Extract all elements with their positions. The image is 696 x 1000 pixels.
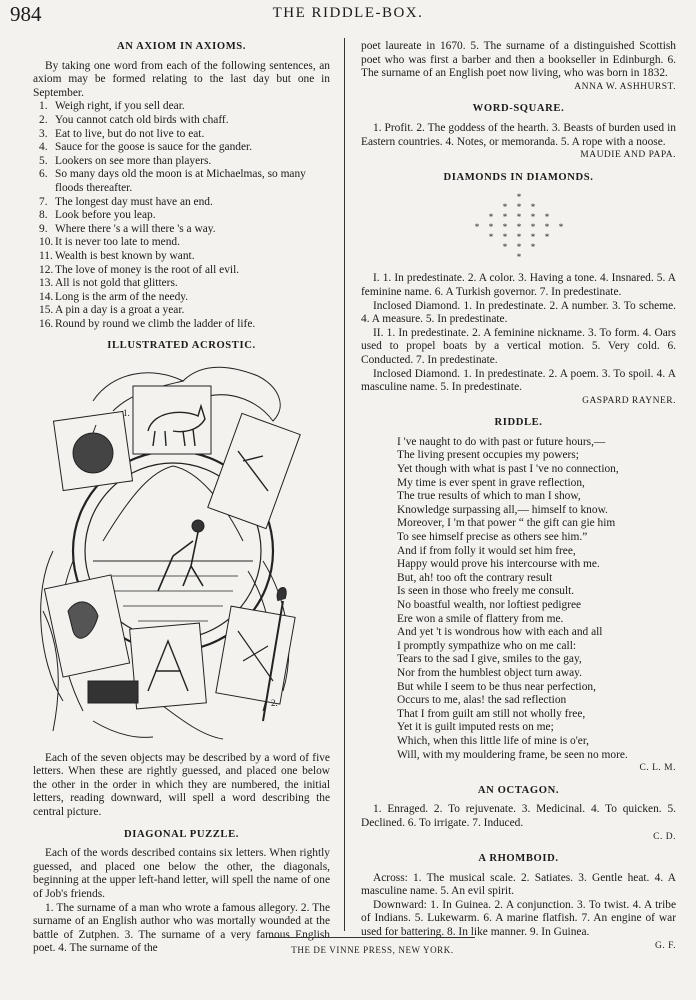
- axiom-item-number: 1.: [39, 100, 48, 113]
- axiom-item: [33, 128, 330, 142]
- diamond-star: *: [502, 212, 507, 223]
- riddle-heading: RIDDLE.: [494, 417, 543, 429]
- diamond-star: *: [502, 232, 507, 243]
- printer-footer: THE DE VINNE PRESS, NEW YORK.: [270, 937, 475, 955]
- diagonal-clues-left: 1. The surname of a man who wrote a famous allegory. 2. The surname of an English author who was mortally wounded at the battle of Zutphen. 3. The surname of a very famous English poet. 4. The surname of the: [33, 901, 330, 955]
- riddle-line: But while I seem to be thus near perfection,: [397, 680, 596, 693]
- octagon-signature: C. D.: [653, 831, 676, 842]
- riddle-poem: [361, 436, 676, 762]
- axiom-item: [33, 155, 330, 169]
- axiom-item-number: 15.: [39, 304, 54, 317]
- riddle-line: I promptly sympathize who on me call:: [397, 639, 577, 652]
- axiom-item: [33, 291, 330, 305]
- riddle-line: The true results of which to man I show,: [397, 490, 581, 503]
- axiom-item: [33, 209, 330, 223]
- diamond-star: *: [516, 222, 521, 233]
- axiom-item: [33, 304, 330, 318]
- riddle-line: I 've naught to do with past or future hours,—: [397, 435, 606, 448]
- diamond-star: *: [502, 242, 507, 253]
- diamond-star: *: [558, 222, 563, 233]
- axiom-item: [33, 250, 330, 264]
- diagonal-heading: DIAGONAL PUZZLE.: [124, 828, 239, 840]
- axiom-item-text: Sauce for the goose is sauce for the gander.: [55, 141, 253, 154]
- axiom-item-number: 16.: [39, 317, 54, 330]
- axiom-item-text: Long is the arm of the needy.: [55, 290, 189, 303]
- riddle-line: And yet 't is wondrous how with each and all: [397, 626, 603, 639]
- diamond-star: *: [488, 222, 493, 233]
- riddle-line: Knowledge surpassing all,— himself to know.: [397, 503, 608, 516]
- riddle-line: Is seen in those who freely me consult.: [397, 585, 575, 598]
- word-square-heading: WORD-SQUARE.: [472, 103, 565, 115]
- axiom-item-number: 8.: [39, 209, 48, 222]
- diamonds-signature: GASPARD RAYNER.: [582, 395, 676, 406]
- right-column: [361, 40, 676, 953]
- riddle-line: Nor from the humblest object turn away.: [397, 666, 582, 679]
- axiom-item-text: Lookers on see more than players.: [55, 154, 212, 167]
- page-number: 984: [10, 2, 42, 26]
- diamond-star: *: [516, 192, 521, 203]
- axiom-item: [33, 100, 330, 114]
- diamond-star: *: [516, 252, 521, 261]
- diamond-star: *: [502, 222, 507, 233]
- riddle-line: Happy would prove his intercourse with me.: [397, 558, 600, 571]
- riddle-line: That I from guilt am still not wholly free,: [397, 707, 586, 720]
- axiom-intro: By taking one word from each of the following sentences, an axiom may be formed relating to the last day but one in September.: [33, 59, 330, 99]
- octagon-text: 1. Enraged. 2. To rejuvenate. 3. Medicinal. 4. To quicken. 5. Declined. 6. To irrigate. 7. Induced.: [361, 803, 676, 829]
- picture-number-2: 2.: [271, 698, 278, 709]
- axiom-item: [33, 318, 330, 332]
- axiom-item-number: 13.: [39, 277, 54, 290]
- diamond-star: *: [544, 232, 549, 243]
- acrostic-illustration: [33, 361, 303, 741]
- axiom-item-text: A pin a day is a groat a year.: [55, 304, 185, 317]
- diamond-clue: Inclosed Diamond. 1. In predestinate. 2. A number. 3. To scheme. 4. A measure. 5. In predestinate.: [361, 299, 676, 326]
- page-header: [10, 2, 686, 32]
- axiom-item: [33, 264, 330, 278]
- axiom-item-text: Round by round we climb the ladder of life.: [55, 317, 256, 330]
- diamond-star: *: [530, 222, 535, 233]
- axiom-item-number: 5.: [39, 154, 48, 167]
- riddle-line: My time is ever spent in grave reflection,: [397, 476, 585, 489]
- riddle-line: Occurs to me, alas! the sad reflection: [397, 694, 567, 707]
- acrostic-text: Each of the seven objects may be described by a word of five letters. When these are rightly guessed, and placed one below the other in the order in which they are numbered, the initial letters, reading downward, will spell a word describing the central picture.: [33, 751, 330, 819]
- riddle-line: Ere won a smile of flattery from me.: [397, 612, 564, 625]
- page-title: THE RIDDLE-BOX.: [272, 5, 424, 21]
- left-column: [33, 40, 330, 956]
- diamond-star: *: [488, 232, 493, 243]
- riddle-line: Will, with my mouldering frame, be seen no more.: [397, 748, 628, 761]
- axiom-item-number: 11.: [39, 249, 53, 262]
- diamond-star: *: [530, 242, 535, 253]
- diagonal-clues-right: poet laureate in 1670. 5. The surname of a distinguished Scottish poet who was first a barber and then a bookseller in Edinburgh. 6. The surname of an English poet now living, who was born in 1832.: [361, 40, 676, 80]
- diagonal-intro: Each of the words described contains six letters. When rightly guessed, and placed one below the other, the diagonals, beginning at the upper left-hand letter, will spell the name of one of Job's friends.: [33, 847, 330, 900]
- axiom-item: [33, 141, 330, 155]
- column-divider: [344, 38, 345, 931]
- diamond-star: *: [516, 232, 521, 243]
- diamond-clue: II. 1. In predestinate. 2. A feminine nickname. 3. To form. 4. Oars used to propel boats by a vertical motion. 5. Very cold. 6. Conducted. 7. In predestinate.: [361, 326, 676, 366]
- diamond-clue: I. 1. In predestinate. 2. A color. 3. Having a tone. 4. Insnared. 5. A feminine name. 6. A Turkish governor. 7. In predestinate.: [361, 272, 676, 298]
- diamond-star: *: [530, 212, 535, 223]
- diamond-figure: [459, 190, 579, 260]
- riddle-line: And if from folly it would set him free,: [397, 544, 576, 557]
- word-square-signature: MAUDIE AND PAPA.: [580, 150, 676, 161]
- diamond-star: *: [544, 212, 549, 223]
- diamond-clue: Inclosed Diamond. 1. In predestinate. 2. A poem. 3. To spoil. 4. A masculine name. 5. In predestinate.: [361, 367, 676, 394]
- axiom-item-number: 12.: [39, 263, 54, 276]
- axiom-item-text: It is never too late to mend.: [55, 236, 180, 249]
- diamond-star: *: [516, 242, 521, 253]
- rhomboid-across: Across: 1. The musical scale. 2. Satiates. 3. Gentle heat. 4. A masculine name. 5. An evil spirit.: [361, 871, 676, 898]
- octagon-heading: AN OCTAGON.: [477, 784, 560, 796]
- rhomboid-heading: A RHOMBOID.: [478, 853, 559, 865]
- axiom-item-text: So many days old the moon is at Michaelmas, so many floods thereafter.: [55, 168, 306, 194]
- axiom-item-number: 9.: [39, 222, 48, 235]
- diagonal-signature: ANNA W. ASHHURST.: [574, 81, 676, 92]
- axiom-item-text: All is not gold that glitters.: [55, 277, 178, 290]
- axiom-item-number: 6.: [39, 168, 48, 181]
- riddle-line: But, ah! too oft the contrary result: [397, 571, 553, 584]
- axiom-heading: AN AXIOM IN AXIOMS.: [116, 41, 247, 52]
- riddle-line: Which, when this little life of mine is o'er,: [397, 734, 590, 747]
- axiom-item-number: 4.: [39, 141, 48, 154]
- axiom-item-text: Eat to live, but do not live to eat.: [55, 127, 205, 140]
- axiom-item: [33, 236, 330, 250]
- riddle-signature: C. L. M.: [639, 763, 676, 774]
- axiom-item: [33, 168, 330, 195]
- diamond-star: *: [544, 222, 549, 233]
- riddle-line: Yet it is guilt imputed rests on me;: [397, 721, 554, 734]
- axiom-item-text: Look before you leap.: [55, 209, 156, 222]
- axiom-item: [33, 196, 330, 210]
- picture-number-1: 1.: [123, 408, 130, 419]
- axiom-item-number: 2.: [39, 113, 48, 126]
- diamond-star: *: [530, 202, 535, 213]
- riddle-line: The living present occupies my powers;: [397, 449, 579, 462]
- diamond-star: *: [530, 232, 535, 243]
- word-square-text: 1. Profit. 2. The goddess of the hearth. 3. Beasts of burden used in Eastern countries. 4. Notes, or memoranda. 5. A rope with a noose.: [361, 121, 676, 148]
- riddle-line: No boastful wealth, nor loftiest pedigree: [397, 599, 582, 611]
- riddle-line: Yet though with what is past I 've no connection,: [397, 463, 619, 476]
- axiom-item: [33, 114, 330, 128]
- axiom-list: [33, 100, 330, 331]
- diamond-star: *: [488, 212, 493, 223]
- axiom-item-text: Wealth is best known by want.: [55, 249, 195, 262]
- diamond-star: *: [516, 202, 521, 213]
- acrostic-heading: ILLUSTRATED ACROSTIC.: [107, 340, 256, 352]
- axiom-item-number: 10.: [39, 236, 54, 249]
- rhomboid-downward: Downward: 1. In Guinea. 2. A conjunction. 3. To twist. 4. A tribe of Indians. 5. Lukewarm. 6. A marine flatfish. 7. An engine of war used for battering. 8. In like manner. 9. In Guinea.: [361, 898, 676, 939]
- axiom-item: [33, 277, 330, 291]
- axiom-item-text: The love of money is the root of all evil.: [55, 263, 240, 276]
- riddle-line: Tears to the sad I give, smiles to the gay,: [397, 653, 582, 666]
- diamonds-heading: DIAMONDS IN DIAMONDS.: [443, 171, 594, 183]
- rhomboid-signature: G. F.: [654, 940, 676, 951]
- axiom-item-text: Where there 's a will there 's a way.: [55, 222, 216, 235]
- axiom-item-text: Weigh right, if you sell dear.: [55, 100, 185, 113]
- axiom-item-number: 7.: [39, 195, 48, 208]
- axiom-item: [33, 223, 330, 237]
- axiom-item-text: The longest day must have an end.: [55, 195, 213, 208]
- diamond-star: *: [474, 222, 479, 233]
- axiom-item-text: You cannot catch old birds with chaff.: [55, 113, 229, 126]
- diamonds-clues: [361, 272, 676, 394]
- diamond-star: *: [516, 212, 521, 223]
- axiom-item-number: 3.: [39, 127, 48, 140]
- axiom-item-number: 14.: [39, 290, 54, 303]
- diamond-star: *: [502, 202, 507, 213]
- riddle-line: To see himself precise as others see him.”: [397, 531, 588, 544]
- riddle-line: Moreover, I 'm that power “ the gift can gie him: [397, 517, 616, 530]
